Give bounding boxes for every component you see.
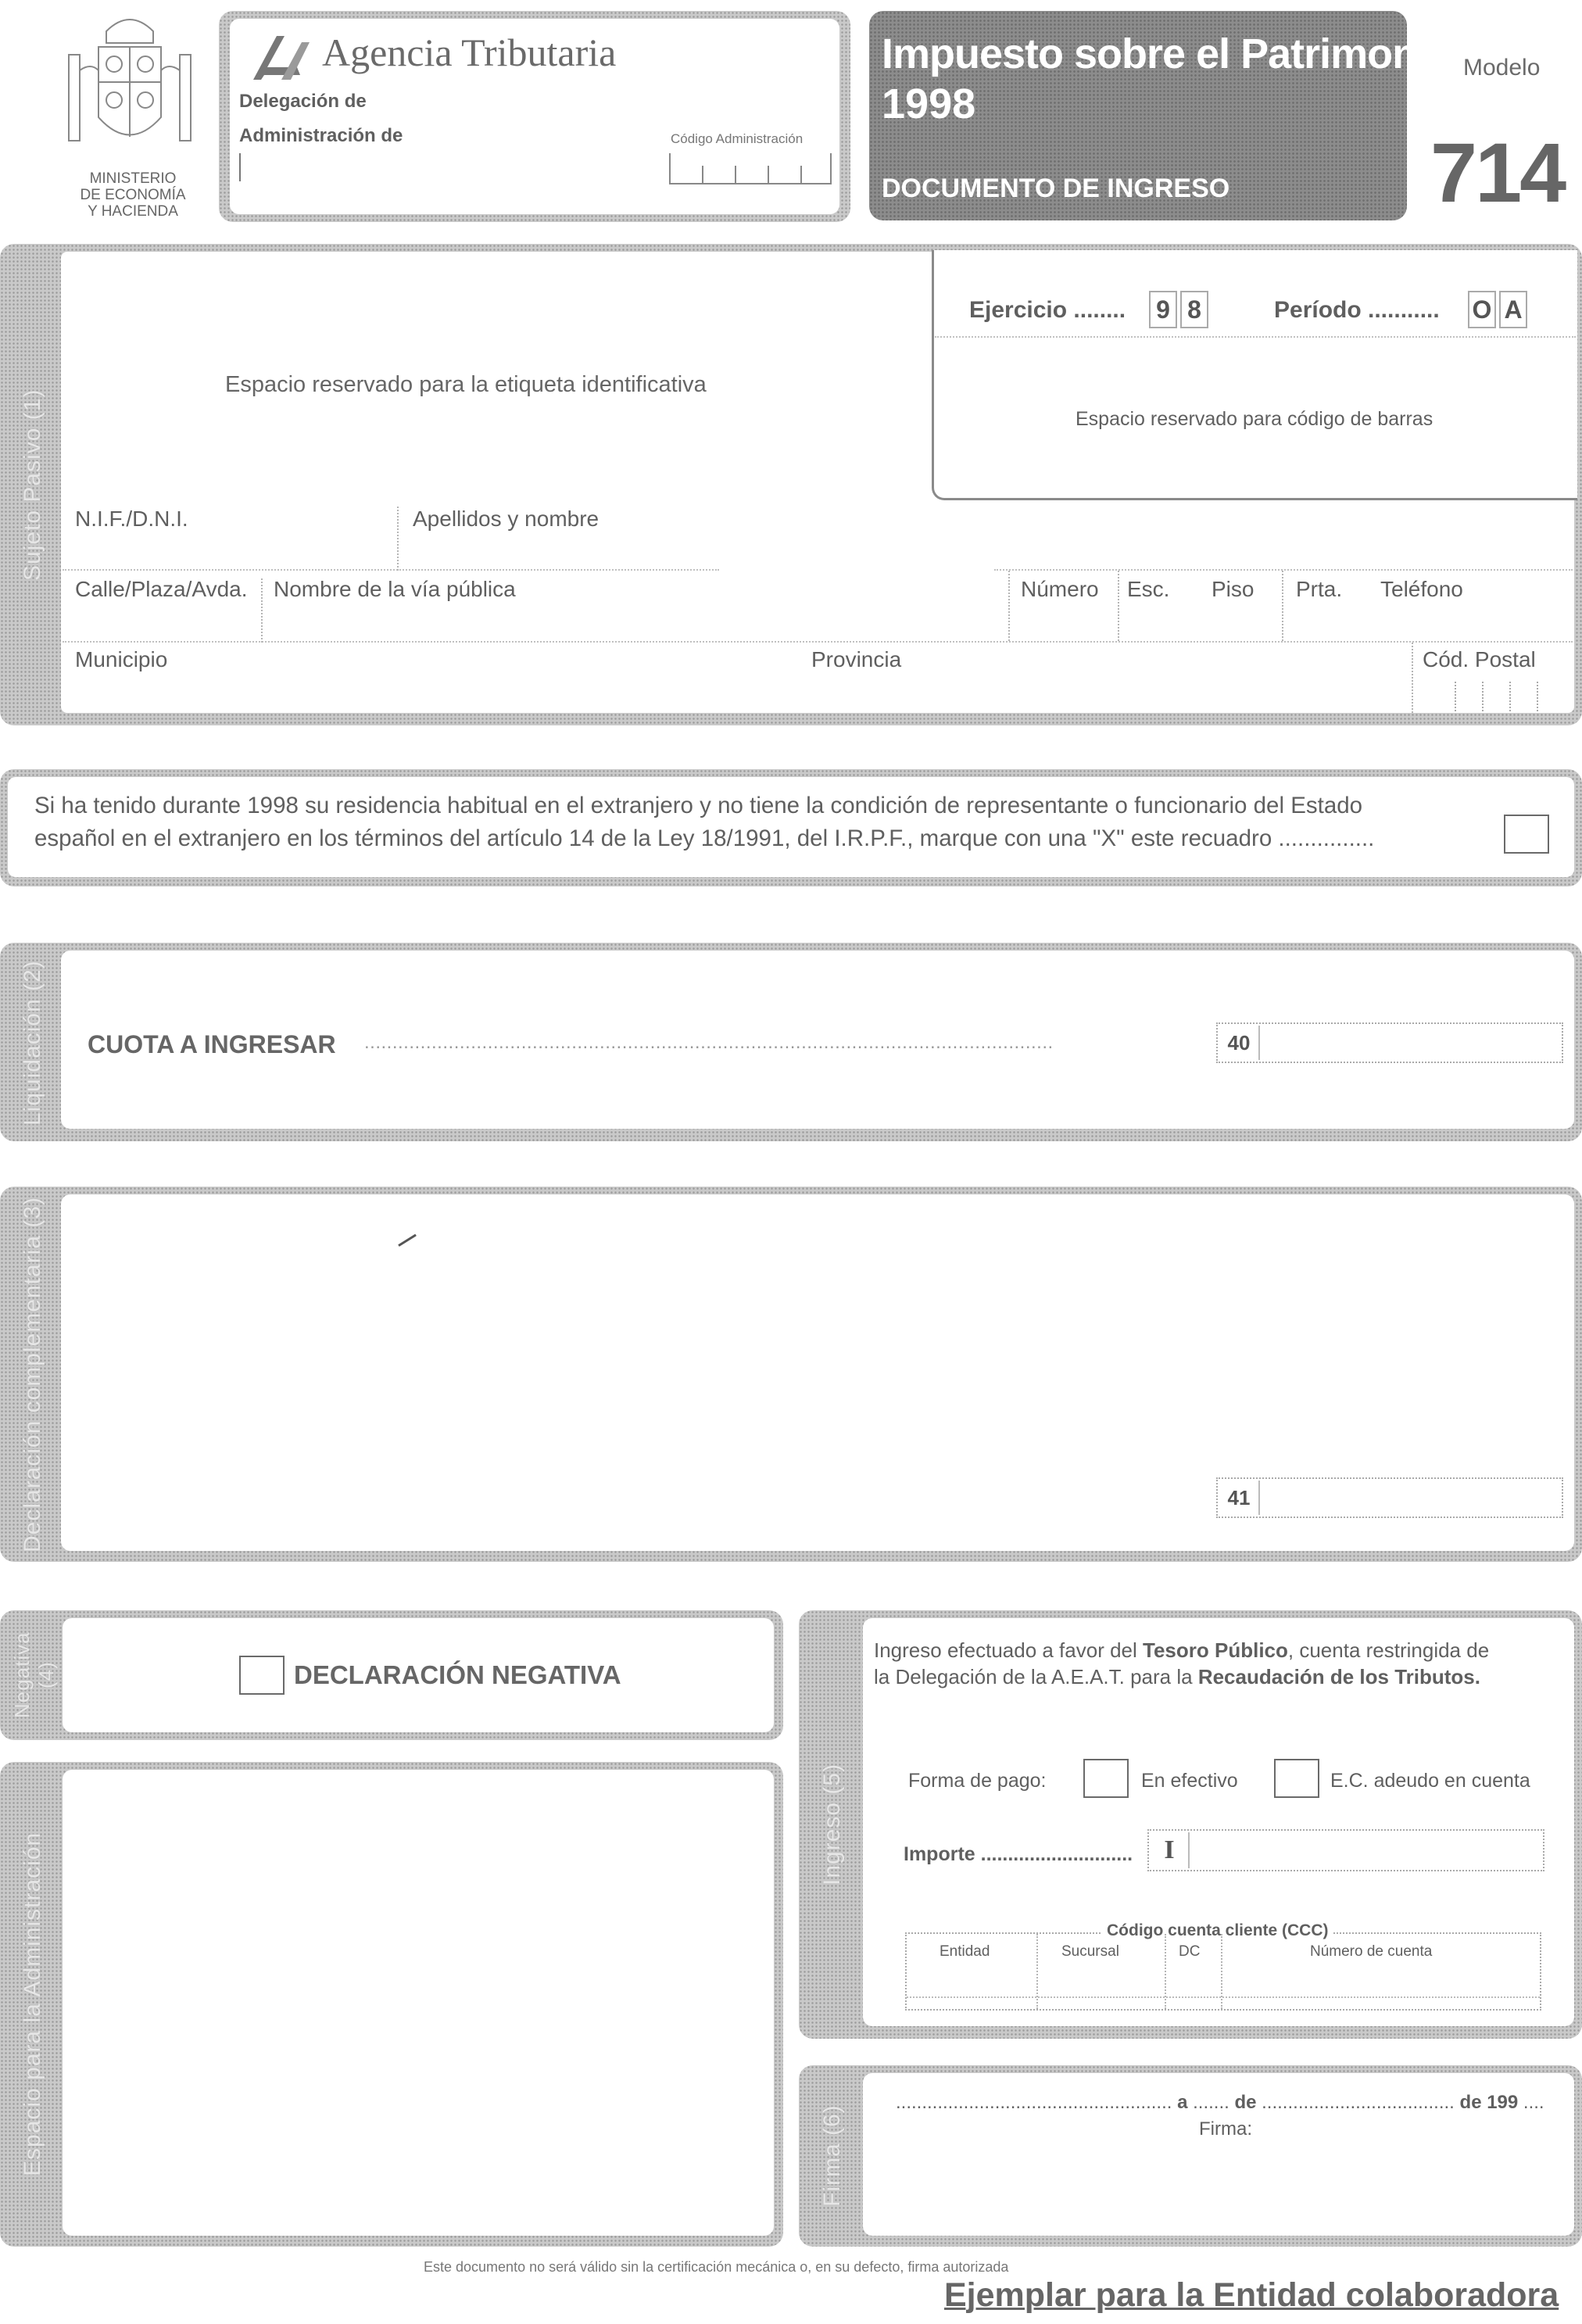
ingreso-intro-line-1 [874,1638,1489,1663]
nombre-via-label: Nombre de la vía pública [274,577,516,601]
nif-input[interactable] [75,539,388,540]
fecha-lugar-dots: ..................................................... [896,2092,1178,2113]
adeudo-cuenta-label: E.C. adeudo en cuenta [1330,1770,1530,1792]
ingreso-intro-line-2 [874,1665,1480,1689]
calle-label: Calle/Plaza/Avda. [75,577,248,601]
fecha-mes-dots: ..................................... [1256,2092,1460,2113]
periodo-label: Período ........... [1274,297,1440,323]
ejercicio-digit-1[interactable]: 9 [1149,291,1177,328]
ccc-input[interactable] [907,1973,1540,2009]
firma-fecha-line [896,2092,1544,2114]
cod-postal-input[interactable] [1427,682,1565,711]
ingreso-intro-2a: la Delegación de la A.E.A.T. para la [874,1665,1198,1688]
entidad-label: Entidad [940,1943,990,1960]
esc-divider [1118,571,1119,641]
modelo-label: Modelo [1463,55,1541,81]
numero-label: Número [1021,577,1099,601]
agency-name: Agencia Tributaria [322,30,617,74]
cod-postal-label: Cód. Postal [1423,647,1536,671]
calle-via-divider [261,578,263,643]
liquidacion-side-label: Liquidación (2) [20,960,45,1126]
fecha-anio-dots: .... [1518,2092,1544,2113]
fecha-de199-label: de 199 [1459,2092,1519,2113]
row-divider-1b [994,569,1573,571]
recaudacion-text: Recaudación de los Tributos. [1197,1665,1480,1688]
cuota-label: CUOTA A INGRESAR [88,1030,336,1058]
prta-divider [1282,571,1283,641]
importe-input[interactable] [1147,1829,1544,1871]
ejercicio-box [932,250,1577,500]
coat-of-arms-icon [52,8,208,164]
ccc-div-1 [1036,1934,1038,2009]
codigo-admin-label: Código Administración [671,131,804,146]
ccc-div-2 [1165,1934,1166,2009]
dc-label: DC [1179,1943,1201,1960]
cp-divider [1412,643,1413,713]
en-efectivo-checkbox[interactable] [1083,1759,1129,1798]
delegacion-label: Delegación de [239,91,367,112]
ejercicio-divider [935,336,1576,338]
ministry-line-1: MINISTERIO [89,170,177,187]
ingreso-side-label: Ingreso (5) [819,1763,845,1886]
complementaria-input[interactable] [1216,1477,1563,1518]
firma-side-label: Firma (6) [819,2104,845,2208]
ministry-name [63,170,203,220]
fecha-de-label: de [1234,2092,1257,2113]
ejercicio-digit-2[interactable]: 8 [1180,291,1208,328]
residencia-checkbox[interactable] [1504,815,1549,854]
provincia-label: Provincia [811,647,902,671]
ccc-title: Código cuenta cliente (CCC) [1102,1921,1333,1940]
sujeto-pasivo-side-label: Sujeto Pasivo (1) [20,389,45,581]
cuota-dots: ........................................................................................................................... [364,1032,1054,1053]
footer-note: Este documento no será válido sin la certificación mecánica o, en su defecto, firma autorizada [424,2259,1009,2275]
piso-label: Piso [1212,577,1255,601]
ministry-line-3: Y HACIENDA [88,203,178,220]
ccc-div-3 [1221,1934,1222,2009]
esc-label: Esc. [1127,577,1170,601]
numero-divider [1008,571,1010,641]
fecha-a-label: a [1177,2092,1188,2113]
fecha-dia-dots: ....... [1187,2092,1235,2113]
importe-code: I [1151,1832,1190,1868]
firma-label: Firma: [1199,2118,1252,2140]
forma-pago-label: Forma de pago: [908,1770,1047,1792]
negativa-side-label: Negativa (4) [10,1631,58,1719]
telefono-label: Teléfono [1380,577,1463,601]
en-efectivo-label: En efectivo [1141,1770,1238,1792]
municipio-label: Municipio [75,647,168,671]
tesoro-publico-text: Tesoro Público [1143,1638,1288,1662]
barcode-area: Espacio reservado para código de barras [1076,408,1433,430]
ingreso-intro-1c: , cuenta restringida de [1287,1638,1490,1662]
complementaria-side-label: Declaración complementaria (3) [20,1196,45,1552]
agency-logo-icon [250,31,313,83]
nif-label: N.I.F./D.N.I. [75,507,188,531]
cuota-input[interactable] [1216,1022,1563,1063]
doc-type-label: DOCUMENTO DE INGRESO [882,174,1230,203]
ministry-line-2: DE ECONOMÍA [80,187,186,203]
codigo-admin-input[interactable] [669,153,832,184]
row-divider-2 [63,641,1573,643]
administracion-side-label: Espacio para la Administración [20,1832,45,2177]
title-line-2: 1998 [882,81,976,127]
title-line-1: Impuesto sobre el Patrimonio [882,30,1454,77]
sucursal-label: Sucursal [1061,1943,1119,1960]
numero-cuenta-label: Número de cuenta [1310,1943,1433,1960]
adeudo-cuenta-checkbox[interactable] [1274,1759,1319,1798]
administracion-input[interactable] [239,153,241,181]
residencia-line-1: Si ha tenido durante 1998 su residencia habitual en el extranjero y no tiene la condición de representante o funcionario del Estado [34,793,1363,818]
ejercicio-label: Ejercicio ........ [969,297,1126,323]
ingreso-intro-1a: Ingreso efectuado a favor del [874,1638,1144,1662]
periodo-digit-2[interactable]: A [1499,291,1527,328]
cuota-field-number: 40 [1219,1026,1260,1060]
residencia-line-2: español en el extranjero en los términos del artículo 14 de la Ley 18/1991, del I.R.P.F., marque con una "X" este recuadro ............... [34,825,1375,851]
etiqueta-area: Espacio reservado para la etiqueta identificativa [225,372,707,397]
row-divider-1 [63,569,719,571]
declaracion-negativa-checkbox[interactable] [239,1656,285,1695]
apellidos-label: Apellidos y nombre [413,507,600,531]
ejemplar-label: Ejemplar para la Entidad colaboradora [944,2276,1559,2314]
complementaria-field-number: 41 [1219,1481,1260,1515]
nif-apellidos-divider [397,507,399,571]
modelo-number: 714 [1430,125,1565,220]
importe-label: Importe ............................ [904,1843,1133,1865]
declaracion-negativa-label: DECLARACIÓN NEGATIVA [294,1660,621,1689]
administracion-label: Administración de [239,125,403,146]
administracion-inner [63,1770,774,2236]
prta-label: Prta. [1296,577,1343,601]
periodo-digit-1[interactable]: O [1468,291,1496,328]
